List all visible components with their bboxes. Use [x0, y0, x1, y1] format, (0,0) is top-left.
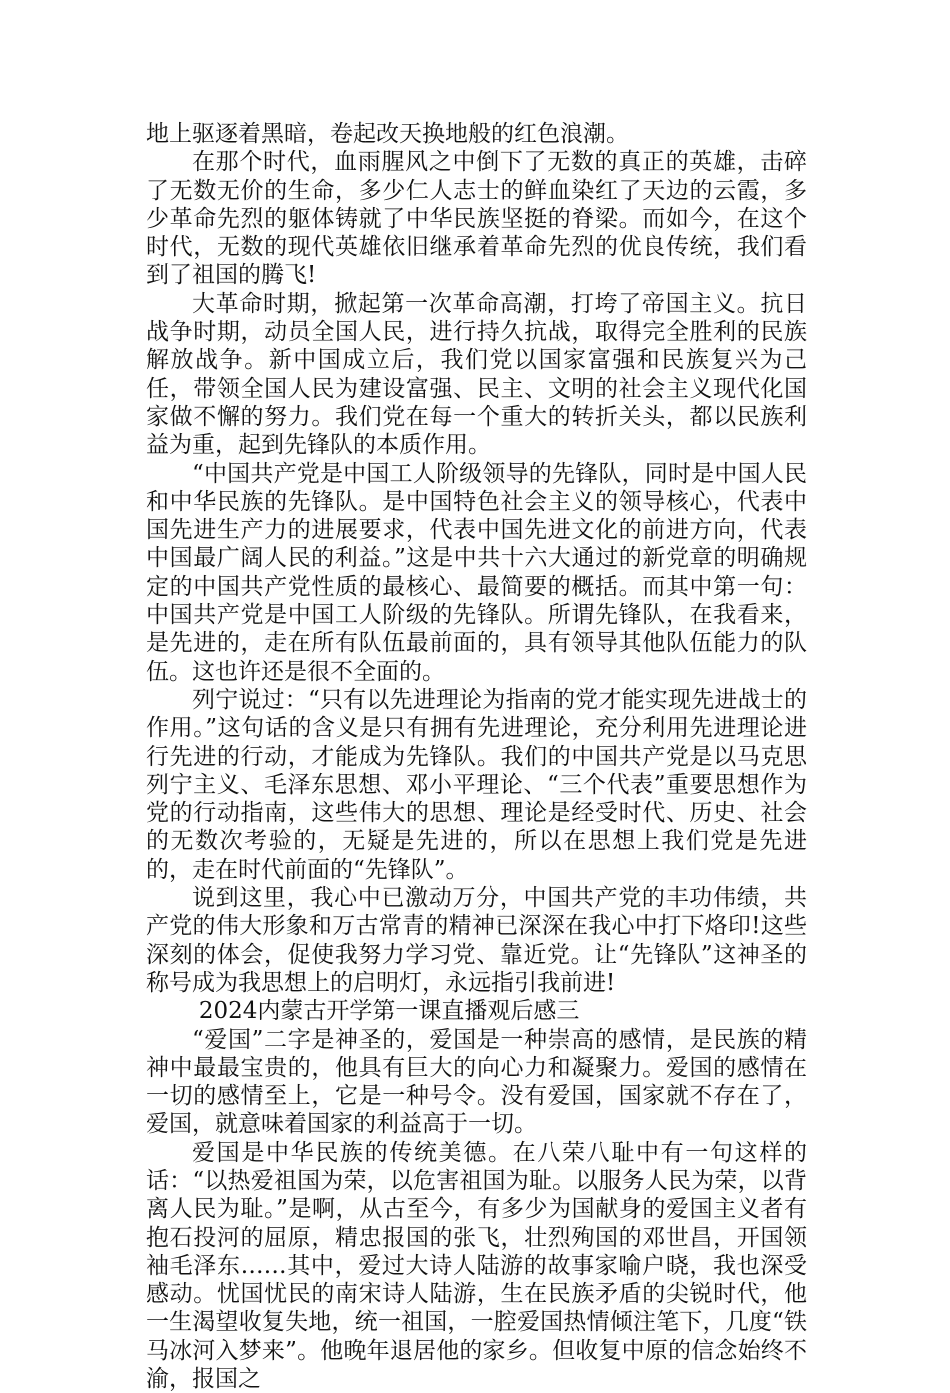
paragraph-history: 大革命时期，掀起第一次革命高潮，打垮了帝国主义。抗日战争时期，动员全国人民，进行持久抗战，取得完全胜利的民族解放战争。新中国成立后，我们党以国家富强和民族复兴为己任，带领全国人民为建设富强、民主、文明的社会主义现代化国家做不懈的努力。我们党在每一个重大的转折关头，都以民族利益为重，起到先锋队的本质作用。 [146, 290, 807, 459]
paragraph-party-nature: “中国共产党是中国工人阶级领导的先锋队，同时是中国人民和中华民族的先锋队。是中国特色社会主义的领导核心，代表中国先进生产力的进展要求，代表中国先进文化的前进方向，代表中国最广阔人民的利益。”这是中共十六大通过的新党章的明确规定的中国共产党性质的最核心、最简要的概括。而其中第一句：中国共产党是中国工人阶级的先锋队。所谓先锋队，在我看来，是先进的，走在所有队伍最前面的，具有领导其他队伍能力的队伍。这也许还是很不全面的。 [146, 460, 807, 685]
paragraph-tradition: 爱国是中华民族的传统美德。在八荣八耻中有一句这样的话：“以热爱祖国为荣，以危害祖国为耻。以服务人民为荣，以背离人民为耻。”是啊，从古至今，有多少为国献身的爱国主义者有抱石投河的屈原，精忠报国的张飞，壮烈殉国的邓世昌，开国领袖毛泽东……其中，爱过大诗人陆游的故事家喻户晓，我也深受感动。忧国忧民的南宋诗人陆游，生在民族矛盾的尖锐时代，他一生渴望收复失地，统一祖国，一腔爱国热情倾注笔下，几度“铁马冰河入梦来”。他晚年退居他的家乡。但收复中原的信念始终不渝，报国之 [146, 1139, 807, 1393]
document-page [146, 120, 807, 1393]
paragraph-patriotism: “爱国”二字是神圣的，爱国是一种崇高的感情，是民族的精神中最最宝贵的，他具有巨大的向心力和凝聚力。爱国的感情在一切的感情至上，它是一种号令。没有爱国，国家就不存在了，爱国，就意味着国家的利益高于一切。 [146, 1026, 807, 1138]
paragraph-heroes: 在那个时代，血雨腥风之中倒下了无数的真正的英雄，击碎了无数无价的生命，多少仁人志士的鲜血染红了天边的云霞，多少革命先烈的躯体铸就了中华民族坚挺的脊梁。而如今，在这个时代，无数的现代英雄依旧继承着革命先烈的优良传统，我们看到了祖国的腾飞! [146, 149, 807, 289]
paragraph-conclusion: 说到这里，我心中已激动万分，中国共产党的丰功伟绩，共产党的伟大形象和万古常青的精神已深深在我心中打下烙印!这些深刻的体会，促使我努力学习党、靠近党。让“先锋队”这神圣的称号成为我思想上的启明灯，永远指引我前进! [146, 885, 807, 996]
section-heading: 2024内蒙古开学第一课直播观后感三 [198, 998, 580, 1025]
paragraph-lenin-quote: 列宁说过：“只有以先进理论为指南的党才能实现先进战士的作用。”这句话的含义是只有拥有先进理论，充分利用先进理论进行先进的行动，才能成为先锋队。我们的中国共产党是以马克思列宁主义、毛泽东思想、邓小平理论、“三个代表”重要思想作为党的行动指南，这些伟大的思想、理论是经受时代、历史、社会的无数次考验的，无疑是先进的，所以在思想上我们党是先进的，走在时代前面的“先锋队”。 [146, 686, 807, 883]
paragraph-continuation: 地上驱逐着黑暗，卷起改天换地般的红色浪潮。 [146, 121, 629, 147]
